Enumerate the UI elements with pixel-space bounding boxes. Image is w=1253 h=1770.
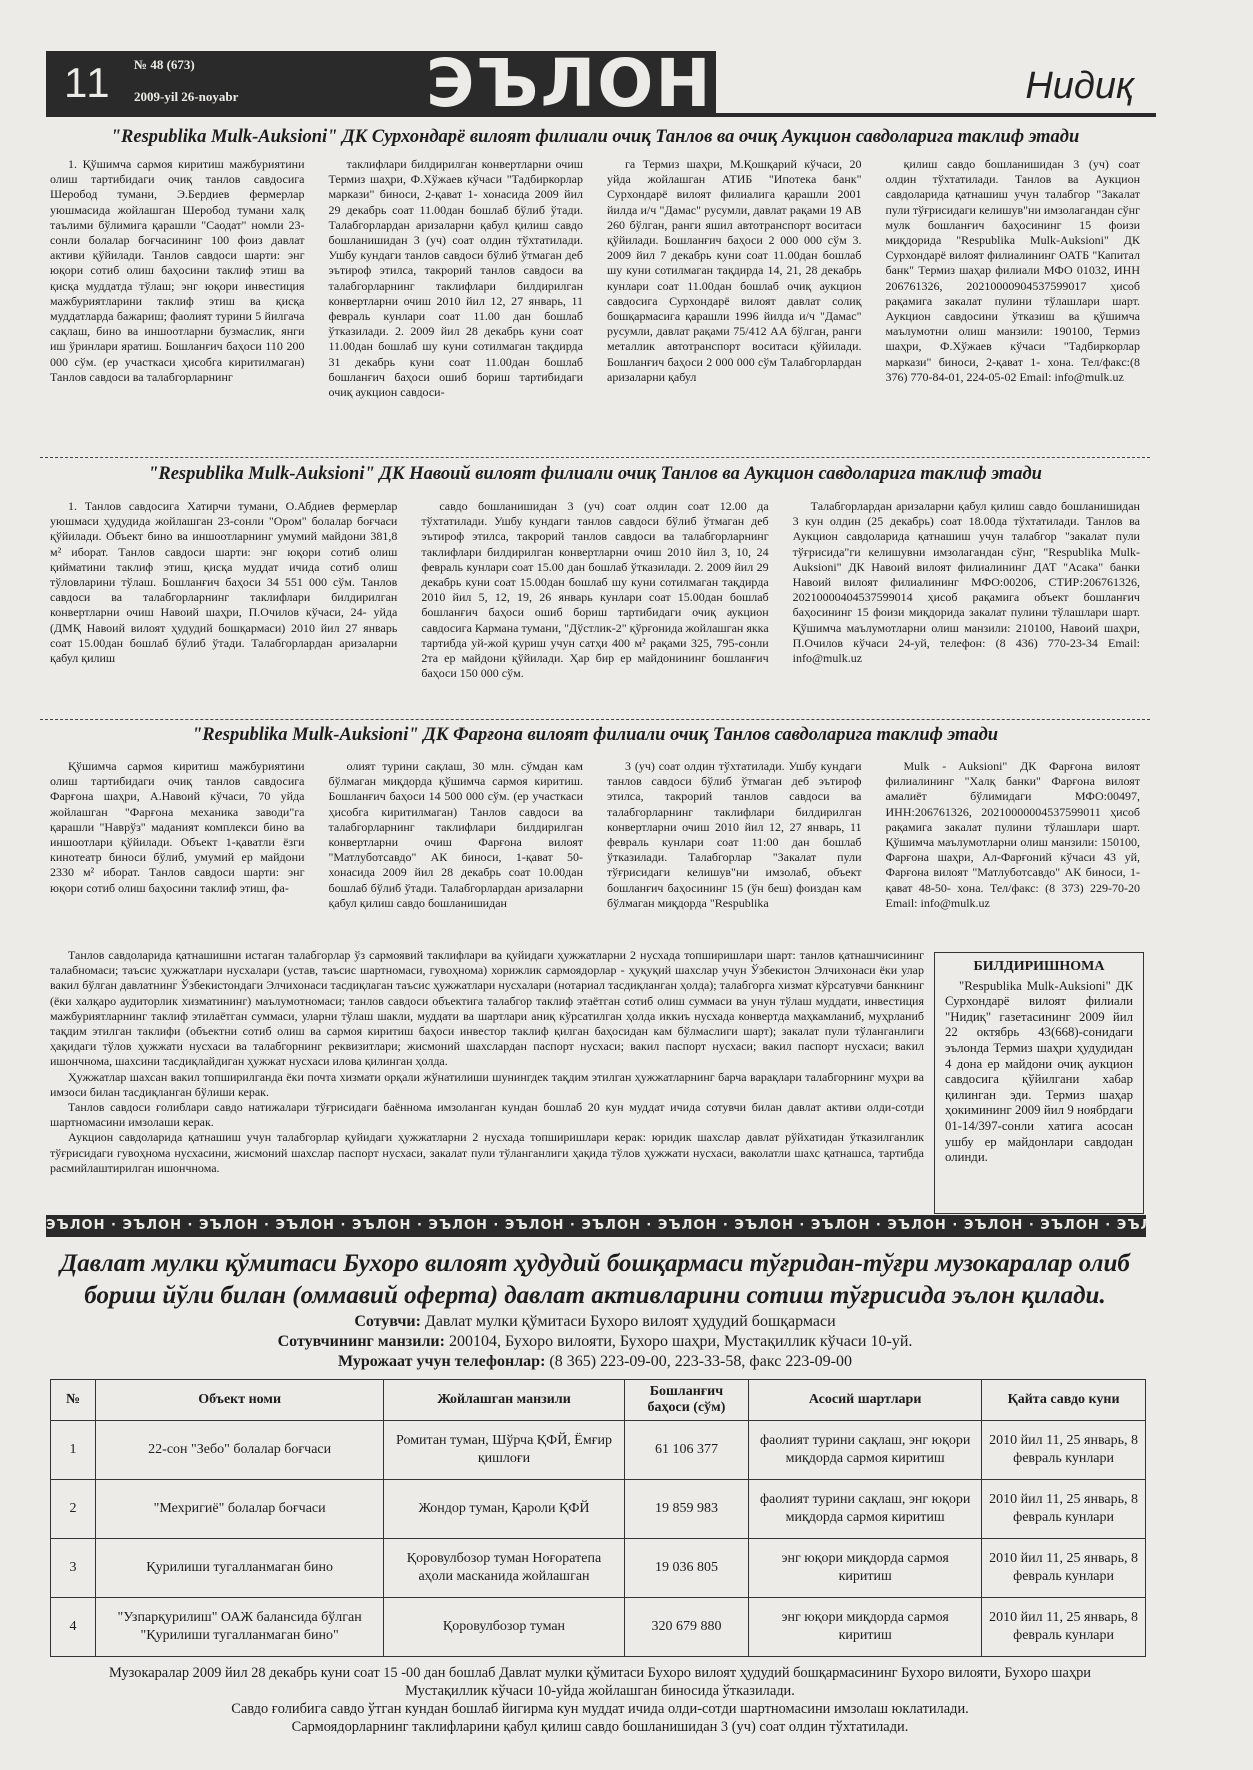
footer-paragraph: Савдо ғолибига савдо ўтган кундан бошлаб йигирма кун муддат ичида олди-сотди шартномасини имзолаш юклатилади. <box>231 1701 969 1717</box>
table-header-cell: Жойлашган манзили <box>384 1380 624 1421</box>
seller-line <box>60 1312 1130 1332</box>
notice-box <box>934 952 1144 1214</box>
table-cell: Қоровулбозор туман <box>384 1598 624 1657</box>
strip-word: ЭЪЛОН · <box>1040 1218 1117 1233</box>
strip-word: ЭЪЛОН · <box>275 1218 352 1233</box>
column-text: Қўшимча сармоя киритиш мажбуриятини олиш тартибидаги очиқ танлов савдосига Фарғона шаҳри, А.Навоий кўчаси, 70 уйда жойлашган "Фарғона механика заводи"га қарашли "Наврўз" маданият комплекси бино ва иншоотлари қўйилади. Объект 1-қаватли ёзги кинотеатр биноси бўлиб, умумий ер майдони 2330 м² иборат. Танлов савдоси шарти: энг юқори сотиб олиш баҳосини таклиф этиш, фа- <box>50 759 305 895</box>
requirements-paragraph: Танлов савдоларида қатнашишни истаган талабгорлар ўз сармоявий таклифлари ва қуйидаги ҳужжатларни 2 нусхада топширишлари шарт: танлов қатнашчисининг талабномаси; таъсис ҳужжатлари нусхалари (устав, таъсис шартномаси, гувоҳнома) хорижлик сармоядорлар - ҳуқуқий шахслар учун Ўзбекистон Элчихонаси ёки улар вакил бўлган давлатнинг Ўзбекистондаги Элчихонаси тасдиқлаган таъсис ҳужжатлари нусхалари (нотариал тасдиқланган ҳолда); талабгорга хизмат кўрсатувчи банкнинг (ёки халқаро аудиторлик хизматининг) маълумотномаси; танлов савдоси объектига талабгор таклиф этаётган сотиб олиш суммаси ва унун тўлаш муддати, инвестиция мажбуриятларнинг таклиф этилаётган суммаси, уларни тўлаш шакли, муддати ва шартлари аниқ кўрсатилган ҳолда иккиъ нусхада конвертда маҳкамланиб, муҳрланиб тақдим этилган таклифи (объектни сотиб олиш ва сармоя киритиш баҳоси инвестор таклиф қилган баҳосидан кам бўлмаслиги шарт); закалат пули тўланганлиги ҳақидаги тўлов ҳужжати нусхаси ва талабгорнинг реквизитлари; жисмоний шахслардан паспорт нусхаси; вакил паспорт нусхаси; вакил паспорт нусхаси; вакил ишончнома, шахсини тасдиқлайдиган ҳужжат нусхаси илова қилинган ҳолда. <box>50 948 924 1069</box>
page-number: 11 <box>64 59 112 106</box>
column <box>50 759 305 941</box>
table-cell: фаолият турини сақлаш, энг юқори миқдорда сармоя киритиш <box>749 1421 982 1480</box>
notice-title: БИЛДИРИШНОМА <box>973 959 1105 974</box>
table-header-cell: Бошланғич баҳоси (сўм) <box>624 1380 748 1421</box>
table-cell: 19 859 983 <box>624 1480 748 1539</box>
requirements-paragraph: Ҳужжатлар шахсан вакил топширилганда ёки почта хизмати орқали жўнатилиши шунингдек тақдим этилган ҳужжатларнинг барча варақлари талабгорнинг муҳри ва имзоси билан тасдиқланган бўлиши керак. <box>50 1069 924 1099</box>
objects-table <box>50 1379 1146 1657</box>
strip-word: ЭЪЛОН · <box>963 1218 1041 1233</box>
column-text: қилиш савдо бошланишидан 3 (уч) соат олдин тўхтатилади. Танлов ва Аукцион савдоларида қатнашиш учун талабгор "Закалат пули тўғрисидаги келишув"ни имзолагандан сўнг мулк бошланғич баҳосининг 15 фоизи миқдорида "Respublika Mulk-Auksioni" ДК Сурхондарё вилоят филиалининг ОАТБ "Капитал банк" Термиз шаҳар филиали МФО 01032, ИНН 206761326, 20210000904537599017 ҳисоб рақамига закалат пулини тўлашлари шарт. Аукцион савдосини ўтказиш ва қўшимча маълумотни олиш манзили: 190100, Термиз шаҳри, Ф.Хўжаев кўчаси "Тадбиркорлар маркази" биноси, 2-қават 1- хона. Тел/факс:(8 376) 770-84-01, 224-05-02 Email: info@mulk.uz <box>885 157 1140 384</box>
seller-label: Сотувчи: <box>354 1313 421 1330</box>
requirements-paragraph: Танлов савдоси ғолиблари савдо натижалари тўғрисидаги баённома имзоланган кундан бошлаб 20 кун муддат ичида сотувчи билан давлат активи олди-сотди шартномасини имзолаши керак. <box>50 1100 924 1130</box>
participation-requirements <box>50 948 924 1176</box>
table-cell: Қоровулбозор туман Ноғоратепа аҳоли масканида жойлашган <box>384 1539 624 1598</box>
column <box>50 157 305 453</box>
section-body-fergana <box>50 759 1140 941</box>
strip-word: ЭЪЛОН · <box>657 1218 735 1233</box>
buxoro-announcement-title: Давлат мулки қўмитаси Бухоро вилоят ҳудудий бошқармаси тўғридан-тўғри музокаралар олиб бориш йўли билан (оммавий оферта) давлат активларини сотиш тўғрисида эълон қилади. <box>60 1250 1130 1309</box>
table-cell: 2010 йил 11, 25 январь, 8 февраль кунлари <box>982 1539 1146 1598</box>
table-row <box>51 1480 1146 1539</box>
table-cell: 61 106 377 <box>624 1421 748 1480</box>
seller-value: Давлат мулки қўмитаси Бухоро вилоят ҳудудий бошқармаси <box>424 1313 836 1330</box>
buxoro-footer <box>70 1664 1130 1736</box>
table-cell: 2010 йил 11, 25 январь, 8 февраль кунлари <box>982 1421 1146 1480</box>
paper-name: Нидиқ <box>1025 65 1134 107</box>
table-cell: "Мехригиё" болалар боғчаси <box>96 1480 384 1539</box>
column <box>886 759 1141 941</box>
phone-label: Мурожаат учун телефонлар: <box>338 1353 546 1370</box>
strip-word: ЭЪЛОН · <box>351 1218 429 1233</box>
column-text: Талабгорлардан аризаларни қабул қилиш савдо бошланишидан 3 кун олдин (25 декабрь) соат 18.00да тўхтатилади. Танлов ва Аукцион савдоларида қатнашиш учун талабгор "закалат пули тўғрисида"ги келишувни имзолагандан сўнг, "Respublika Mulk-Auksioni" ДК Навоий вилоят филиалининг ДАТ "Асака" банки Навоий вилоят филиалининг МФО:00206, СТИР:206761326, 20210000404537599014 ҳисоб рақамига объект бошланғич баҳосининг 15 фоизи миқдорида закалат пулини тўлашлари шарт. Қўшимча маълумотларни олиш манзили: 210100, Навоий шаҳри, П.Очилов кўчаси 24-уй, телефон: (8 436) 770-23-34 Email: info@mulk.uz <box>792 499 1140 666</box>
section-body-navoi <box>50 499 1140 714</box>
strip-word: ЭЪЛОН · <box>46 1218 123 1233</box>
address-value: 200104, Бухоро вилояти, Бухоро шаҳри, Мустақиллик кўчаси 10-уй. <box>448 1333 913 1350</box>
column-text: олият турини сақлаш, 30 млн. сўмдан кам бўлмаган миқдорда қўшимча сармоя киритиш. Бошланғич баҳоси 14 500 000 сўм. (ер участкаси ҳисобга киритилмаган) Танлов савдоси ва талабгорларнинг таклифлари билдирилган конвертларни очиш Фарғона вилоят "Матлуботсавдо" АК биноси, 1-қават 50-хонасида 2009 йил 28 декабрь соат 10.00дан бошлаб бўлиб ўтади. Талабгорлардан аризаларни қабул қилиш савдо бошланишидан <box>328 759 583 910</box>
table-header-cell: Асосий шартлари <box>749 1380 982 1421</box>
strip-word: ЭЪЛОН · <box>504 1218 582 1233</box>
strip-word: ЭЪЛОН · <box>887 1218 964 1233</box>
table-cell: Қурилиши тугалланмаган бино <box>96 1539 384 1598</box>
column <box>421 499 768 714</box>
section-divider <box>40 457 1150 458</box>
column-text: 1. Қўшимча сармоя киритиш мажбуриятини олиш тартибидаги очиқ танлов савдосига Шеробод тумани, Э.Бердиев фермерлар уюшмасида жойлашган Шеробод тумани халқ таълими бўлимига қарашли "Саодат" номли 23-сонли болалар боғчасининг 100 фоиз давлат активи қўйилади. Танлов савдоси шарти: энг юқори сотиб олиш баҳосини таклиф этиш ва қисқа муддатда тўлаш; энг юқори инвестиция мажбуриятларини таклиф этиш ва қисқа муддатларда бажариш; фаолият турини 5 йилгача сақлаш, бино ва иншоотларни бузмаслик, янги иш ўринлари яратиш. Бошланғич баҳоси 110 200 000 сўм. (ер участкаси ҳисобга киритилмаган) Танлов савдоси ва талабгорларнинг <box>50 157 305 384</box>
masthead-bar <box>46 45 716 122</box>
column <box>793 499 1140 714</box>
section-divider <box>40 719 1150 720</box>
table-cell: Ромитан туман, Шўрча ҚФЙ, Ёмғир қишлоғи <box>384 1421 624 1480</box>
address-line <box>60 1332 1130 1352</box>
issue-number: № 48 (673) <box>134 57 195 72</box>
table-row <box>51 1598 1146 1657</box>
footer-paragraph: Музокаралар 2009 йил 28 декабрь куни соат 15 -00 дан бошлаб Давлат мулки қўмитаси Бухоро вилоят ҳудудий бошқармасининг Бухоро вилояти, Бухоро шаҳри Мустақиллик кўчаси 10-уйда жойлашган биносида ўтказилади. <box>109 1665 1091 1699</box>
table-cell: Жондор туман, Қароли ҚФЙ <box>384 1480 624 1539</box>
column <box>329 157 584 453</box>
table-cell: фаолият турини сақлаш, энг юқори миқдорда сармоя киритиш <box>749 1480 982 1539</box>
column-text: савдо бошланишидан 3 (уч) соат олдин соат 12.00 да тўхтатилади. Ушбу кундаги танлов савдоси бўлиб ўтмаган деб эътироф этилса, такрорий танлов савдоси ва талабгорларнинг таклифлари билдирилган конвертларни очиш 2010 йил 3, 10, 24 февраль кунлари соат 15.00 дан бошлаб ўтказилади. 2. 2009 йил 29 декабрь куни соат 15.00дан бошлаб шу куни сотилмаган тақдирда 2010 йил 5, 12, 19, 26 январь кунлари соат 15.00дан бошлаб бошланғич баҳоси ошиб бориш тартибидаги очиқ аукцион савдосига Кармана тумани, "Дўстлик-2" қўрғонида жойлашган якка тартибда уй-жой қуриш учун сатҳи 400 м² рақами 325, 795-сонли 2та ер майдони қўйилади. Ҳар бир ер майдонининг бошланғич баҳоси 150 000 сўм. <box>421 499 769 681</box>
requirements-paragraph: Аукцион савдоларида қатнашиш учун талабгорлар қуйидаги ҳужжатларни 2 нусхада топширишлари керак: юридик шахслар давлат рўйхатидан ўтказилганлик тўғрисидаги гувоҳнома нусхасини, жисмоний шахслар паспорт нусхаси, закалат пули тўланганлиги ҳақида тўлов ҳужжати нусхаси, ваколатли шахс қатнашса, тартибда расмийлаштирилган ишончнома. <box>50 1130 924 1175</box>
column-text: 1. Танлов савдосига Хатирчи тумани, О.Абдиев фермерлар уюшмаси ҳудудида жойлашган 23-сонли "Ором" болалар боғчаси қўйилади. Объект бино ва иншоотларнинг умумий майдони 381,8 м² иборат. Танлов савдоси шарти: энг юқори сотиб олиш қийматини таклиф этиш, қисқа муддат ичида сотиб олиш тўловларини тўлаш. Бошланғич баҳоси 34 551 000 сўм. Танлов савдоси ва талабгорларнинг таклифлари билдирилган конвертларни очиш Навоий шаҳри, П.Очилов кўчаси, 24- уйда (ДМҚ Навоий вилоят ҳудудий бошқармаси) 2010 йил 27 январь соат 15.00дан бошлаб бўлиб ўтади. Талабгорлардан аризаларни қабул қилиш <box>50 499 398 666</box>
notice-body: "Respublika Mulk-Auksioni" ДК Сурхондарё вилоят филиали "Нидиқ" газетасининг 2009 йил 22 октябрь 43(668)-сонидаги эълонда Термиз шаҳри ҳудудидан 4 дона ер майдони очиқ аукцион савдосига қўйилгани хабар қилинган эди. Термиз шаҳар ҳокимининг 2009 йил 9 ноябрдаги 01-14/397-сонли хатига асосан ушбу ер майдонлари савдодан олинди. <box>945 978 1133 1165</box>
masthead-rule <box>716 113 1156 117</box>
phone-line <box>60 1352 1130 1372</box>
column-text: Mulk - Auksioni" ДК Фарғона вилоят филиалининг "Халқ банки" Фарғона вилоят амалиёт бўлимидаги МФО:00497, ИНН:206761326, 20210000004537599011 ҳисоб рақамига закалат пулини тўлашлари шарт. Қўшимча маълумотларни олиш манзили: 150100, Фарғона шаҳри, Ал-Фарғоний кўчаси 43 уй, Фарғона вилоят "Матлуботсавдо" АК биноси, 1-қават 48-50- хона. Тел/факс: (8 373) 229-70-20 Email: info@mulk.uz <box>885 759 1140 910</box>
column <box>329 759 584 941</box>
masthead-title: ЭЪЛОН <box>426 45 713 122</box>
phone-value: (8 365) 223-09-00, 223-33-58, факс 223-09-00 <box>549 1353 852 1370</box>
table-cell: 4 <box>51 1598 96 1657</box>
column <box>607 759 862 941</box>
masthead <box>46 45 1146 122</box>
table-header-row <box>51 1380 1146 1421</box>
section-title-fergana: "Respublika Mulk-Auksioni" ДК Фарғона вилоят филиали очиқ Танлов савдоларига таклиф этади <box>191 725 999 745</box>
section-title-navoi: "Respublika Mulk-Auksioni" ДК Навоий вилоят филиали очиқ Танлов ва Аукцион савдоларига таклиф этади <box>148 464 1042 484</box>
strip-word: ЭЪЛОН · <box>122 1218 199 1233</box>
table-cell: энг юқори миқдорда сармоя киритиш <box>749 1598 982 1657</box>
strip-word: ЭЪЛОН · <box>734 1218 811 1233</box>
column <box>886 157 1141 453</box>
table-cell: 3 <box>51 1539 96 1598</box>
section-title-surkhandarya: "Respublika Mulk-Auksioni" ДК Сурхондарё вилоят филиали очиқ Танлов ва очиқ Аукцион савдоларига таклиф этади <box>110 127 1080 147</box>
section-body-surkhandarya <box>50 157 1140 453</box>
column-text: таклифлари билдирилган конвертларни очиш Термиз шаҳри, Ф.Хўжаев кўчаси "Тадбиркорлар маркази" биноси, 2-қават 1- хонасида 2009 йил 29 декабрь соат 11.00дан бошлаб бўлиб ўтади. Талабгорлардан аризаларни қабул қилиш савдо бошланишидан 3 (уч) соат олдин тўхтатилади. Ушбу кундаги танлов савдоси бўлиб ўтмаган деб эътироф этилса, такрорий танлов савдоси ва талабгорларнинг таклифлари билдирилган конвертларни очиш 2010 йил 12, 27 январь, 11 февраль кунлари соат 11.00 дан бошлаб ўтказилади. 2. 2009 йил 28 декабрь куни соат 11.00дан бошлаб шу куни сотилмаган тақдирда 31 декабрь куни соат 11.00дан бошлаб бошланғич баҳоси ошиб бориш тартибидаги очиқ аукцион савдоси- <box>328 157 583 400</box>
strip-word: ЭЪЛОН · <box>810 1218 888 1233</box>
table-header-cell: Объект номи <box>96 1380 384 1421</box>
address-label: Сотувчининг манзили: <box>277 1333 445 1350</box>
table-cell: 22-сон "Зебо" болалар боғчаси <box>96 1421 384 1480</box>
table-cell: 1 <box>51 1421 96 1480</box>
column <box>607 157 862 453</box>
table-row <box>51 1539 1146 1598</box>
table-header-cell: Қайта савдо куни <box>982 1380 1146 1421</box>
footer-paragraph: Сармоядорларнинг таклифларини қабул қилиш савдо бошланишидан 3 (уч) соат олдин тўхтатилади. <box>291 1719 909 1735</box>
column-text: 3 (уч) соат олдин тўхтатилади. Ушбу кундаги танлов савдоси бўлиб ўтмаган деб эътироф этилса, такрорий танлов савдоси ва талабгорларнинг таклифлари билдирилган конвертларни очиш 2010 йил 12, 27 январь, 11 февраль кунлари соат 11:00 дан бошлаб ўтказилади. Талабгорлар "Закалат пули тўғрисидаги келишув"ни имзолаб, объект бошланғич баҳосининг 15 (ўн беш) фоиздан кам бўлмаган миқдорда "Respublika <box>607 759 862 910</box>
table-cell: 2010 йил 11, 25 январь, 8 февраль кунлари <box>982 1598 1146 1657</box>
table-cell: энг юқори миқдорда сармоя киритиш <box>749 1539 982 1598</box>
table-row <box>51 1421 1146 1480</box>
table-cell: 320 679 880 <box>624 1598 748 1657</box>
seller-info <box>60 1312 1130 1372</box>
table-cell: 2 <box>51 1480 96 1539</box>
table-cell: "Узпарқурилиш" ОАЖ балансида бўлган "Қурилиши тугалланмаган бино" <box>96 1598 384 1657</box>
issue-date: 2009-yil 26-noyabr <box>134 89 239 104</box>
strip-word: ЭЪЛОН · <box>428 1218 505 1233</box>
column <box>50 499 397 714</box>
strip-word: ЭЪЛОН · <box>1116 1218 1194 1233</box>
strip-word: ЭЪЛОН · <box>198 1218 276 1233</box>
strip-word: ЭЪЛОН · <box>581 1218 658 1233</box>
announcement-strip <box>46 1215 1253 1237</box>
table-header-cell: № <box>51 1380 96 1421</box>
table-cell: 19 036 805 <box>624 1539 748 1598</box>
strip-word: ЭЪЛОН <box>1193 1218 1253 1233</box>
table-cell: 2010 йил 11, 25 январь, 8 февраль кунлари <box>982 1480 1146 1539</box>
column-text: га Термиз шаҳри, М.Қошқарий кўчаси, 20 уйда жойлашган АТИБ "Ипотека банк" Сурхондарё вилоят филиалига қарашли 2001 йилда и/ч "Дамас" русумли, давлат рақами 19 АВ 260 бўлган, ранги яшил автотранспорт воситаси қўйилади. Бошланғич баҳоси 2 000 000 сўм 3. 2009 йил 7 декабрь куни соат 11.00дан бошлаб шу куни сотилмаган тақдирда 14, 21, 28 декабрь кунлари соат 11.00дан бошлаб очиқ аукцион савдосига Сурхондарё вилоят давлат солиқ бошқармасига қарашли 1996 йилда и/ч "Дамас" русумли, давлат рақами 75/412 АА бўлган, ранги металлик автотранспорт воситаси қўйилади. Бошланғич баҳоси 2 000 000 сўм Талабгорлардан аризаларни қабул <box>607 157 862 384</box>
